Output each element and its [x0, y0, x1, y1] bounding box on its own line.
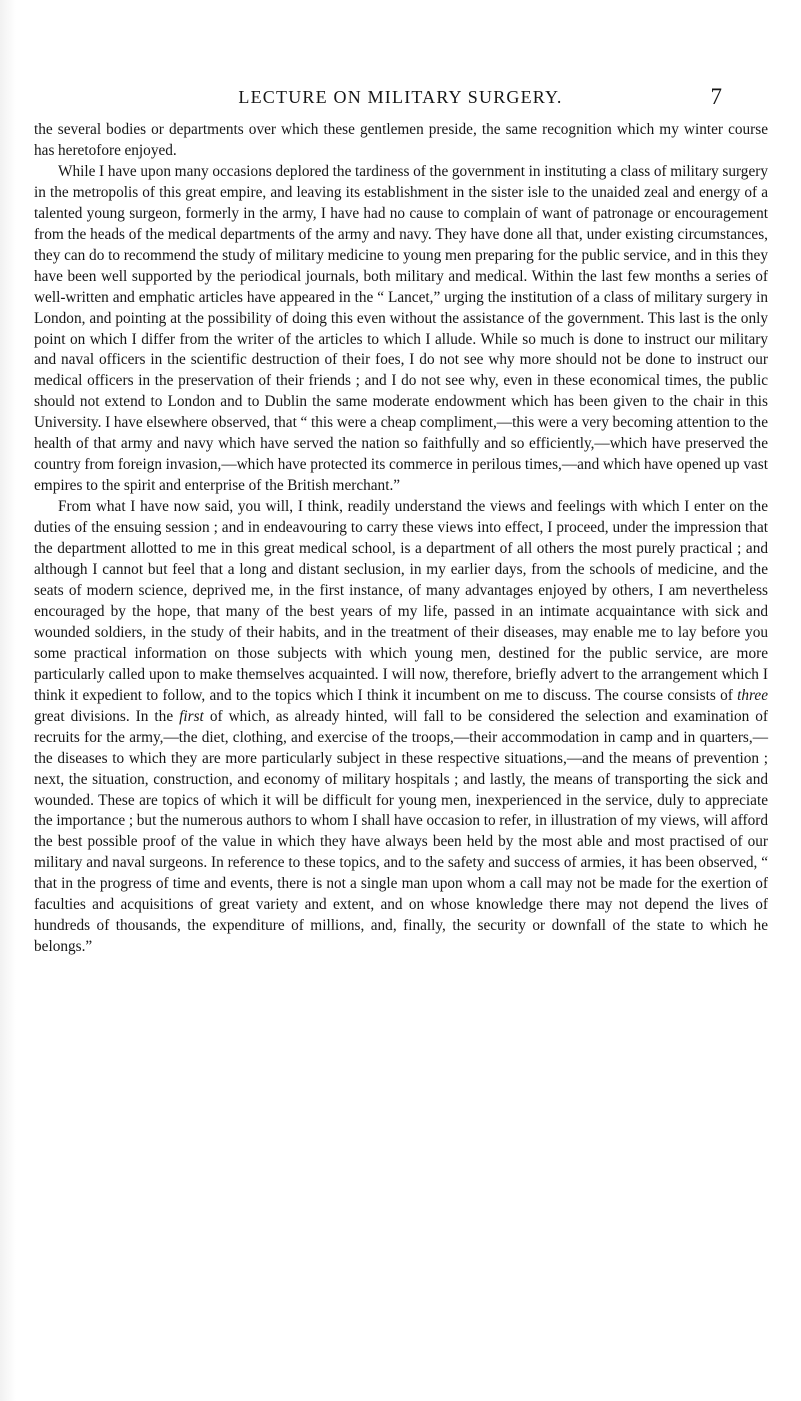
body-text [34, 120, 768, 958]
paragraph-3-part-a: From what I have now said, you will, I think, readily understand the views and feelings with which I enter on the duties of the ensuing session ; and in endeavouring to carry these views into effect, I proceed, under the impression that the department allotted to me in this great medical school, is a department of all others the most purely practical ; and although I cannot but feel that a long and distant seclusion, in my earlier days, from the schools of medicine, and the seats of modern science, deprived me, in the first instance, of many advantages enjoyed by others, I am nevertheless encouraged by the hope, that many of the best years of my life, passed in an intimate acquaintance with sick and wounded soldiers, in the study of their habits, and in the treatment of their diseases, may enable me to lay before you some practical information on those subjects with which young men, destined for the public service, are more particularly called upon to make themselves acquainted. I will now, therefore, briefly advert to the arrangement which I think it expedient to follow, and to the topics which I think it incumbent on me to discuss. The course consists of [34, 498, 768, 704]
paragraph-3 [34, 497, 768, 958]
emphasis-three: three [737, 686, 768, 704]
page-edge [0, 0, 16, 1401]
paragraph-3-part-b: great divisions. In the [34, 707, 174, 725]
running-head: LECTURE ON MILITARY SURGERY. [238, 87, 563, 107]
paragraph-1: the several bodies or departments over which these gentlemen preside, the same recognition which my winter course has heretofore enjoyed. [34, 121, 768, 159]
paragraph-2: While I have upon many occasions deplored the tardiness of the government in instituting a class of military surgery in the metropolis of this great empire, and leaving its establishment in the sister isle to the unaided zeal and energy of a talented young surgeon, formerly in the army, I have had no cause to complain of want of patronage or encouragement from the heads of the medical departments of the army and navy. They have done all that, under existing circumstances, they can do to recommend the study of military medicine to young men preparing for the public service, and in this they have been well supported by the periodical journals, both military and medical. Within the last few months a series of well-written and emphatic articles have appeared in the “ Lancet,” urging the institution of a class of military surgery in London, and pointing at the possibility of doing this even without the assistance of the government. This last is the only point on which I differ from the writer of the articles to which I allude. While so much is done to instruct our military and naval officers in the scientific destruction of their foes, I do not see why more should not be done to instruct our medical officers in the preservation of their friends ; and I do not see why, even in these economical times, the public should not extend to London and to Dublin the same moderate endowment which has been given to the chair in this University. I have elsewhere observed, that “ this were a cheap compliment,—this were a very becoming attention to the health of that army and navy which have served the nation so faithfully and so efficiently,—which have preserved the country from foreign invasion,—which have protected its commerce in perilous times,—and which have opened up vast empires to the spirit and enterprise of the British merchant.” [34, 162, 768, 495]
paragraph-3-part-c: of which, as already hinted, will fall to be considered the selection and examination of recruits for the army,—the diet, clothing, and exercise of the troops,—their accommodation in camp and in quarters,—the diseases to which they are more particularly subject in these respective situations,—and the means of prevention ; next, the situation, construction, and economy of military hospitals ; and lastly, the means of transporting the sick and wounded. These are topics of which it will be difficult for young men, inexperienced in the service, duly to appreciate the importance ; but the numerous authors to whom I shall have occasion to refer, in illustration of my views, will afford the best possible proof of the value in which they have always been held by the most able and most practised of our military and naval surgeons. In reference to these topics, and to the safety and success of armies, it has been observed, “ that in the progress of time and events, there is not a single man upon whom a call may not be made for the exertion of faculties and acquisitions of great variety and extent, and on whose knowledge there may not depend the lives of hundreds of thousands, the expenditure of millions, and, finally, the security or downfall of the state to which he belongs.” [34, 707, 769, 956]
page-number: 7 [710, 84, 722, 109]
emphasis-first: first [179, 707, 204, 725]
page-header [0, 84, 801, 111]
